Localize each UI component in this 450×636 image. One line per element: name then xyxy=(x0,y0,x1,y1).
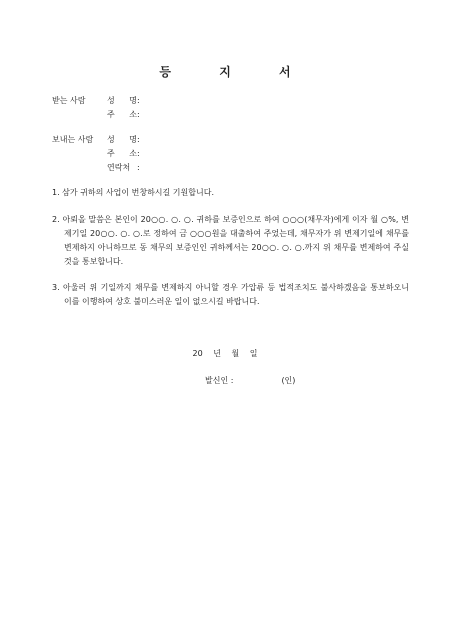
date-year-prefix: 20 xyxy=(192,349,203,358)
sender-address-label: 주 소 xyxy=(107,149,137,158)
sender-contact-colon: : xyxy=(137,163,140,172)
paragraph-2: 2. 아뢰올 말씀은 본인이 20○○. ○. ○. 귀하를 보증인으로 하여 ○○○(채무자)에게 이자 월 ○%, 변제기일 20○○. ○. ○.로 정하여 금 ○○○원을 대출하여 주었는데, 채무자가 위 변제기일에 채무를 변제하지 아니하므로 동 채무의 보증인인 귀하께서는 20○○. ○. ○.까지 위 채무를 변제하여 주실 것을 통보합니다. xyxy=(52,215,409,266)
signer-seal: (인) xyxy=(281,376,296,385)
sender-name-label: 성 명 xyxy=(107,135,137,144)
sender-role: 보내는 사람 xyxy=(52,135,94,144)
document-title: 등 지 서 xyxy=(159,65,313,79)
recipient-address-colon: : xyxy=(137,110,140,119)
recipient-role: 받는 사람 xyxy=(52,96,86,105)
date-month: 월 xyxy=(231,349,240,358)
signer-line xyxy=(205,375,295,386)
recipient-name-colon: : xyxy=(137,96,140,105)
date-year: 년 xyxy=(213,349,221,358)
date-day: 일 xyxy=(249,349,258,358)
recipient-address-label: 주 소 xyxy=(107,110,137,119)
sender-address-colon: : xyxy=(137,149,140,158)
sender-contact-label: 연락처 xyxy=(107,163,131,172)
sender-name-colon: : xyxy=(137,135,140,144)
paragraph-1: 1. 삼가 귀하의 사업이 번창하시길 기원합니다. xyxy=(52,188,214,197)
recipient-name-label: 성 명 xyxy=(107,96,137,105)
paragraph-3: 3. 아울러 위 기일까지 채무를 변제하지 아니할 경우 가압류 등 법적조치도 불사하겠음을 통보하오니 이를 이행하여 상호 불미스러운 일이 없으시길 바랍니다. xyxy=(52,283,409,306)
signer-label: 발신인 : xyxy=(205,376,234,385)
date-line xyxy=(0,348,450,359)
